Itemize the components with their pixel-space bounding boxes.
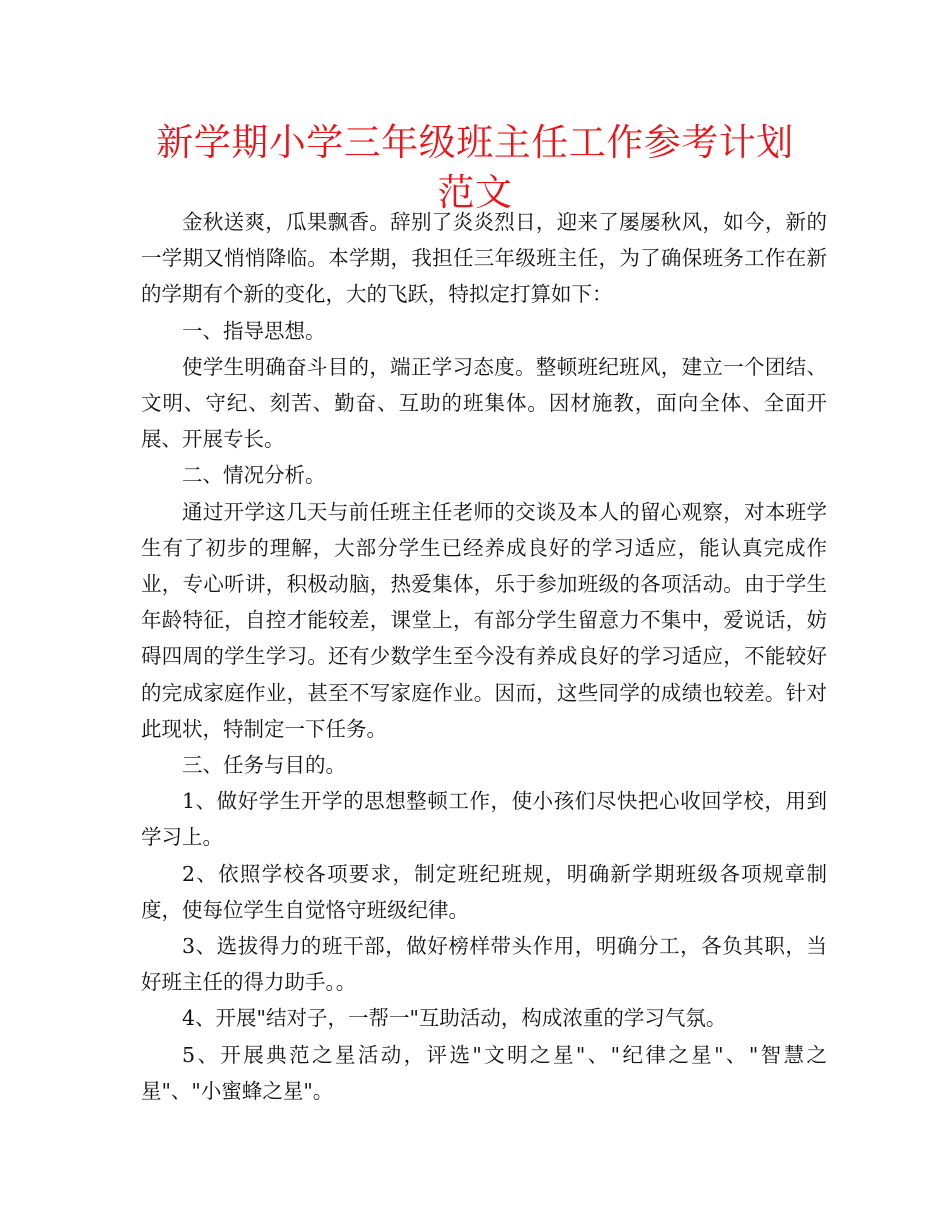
paragraph-intro: 金秋送爽，瓜果飘香。辞别了炎炎烈日，迎来了屡屡秋风，如今，新的一学期又悄悄降临。本学期，我担任三年级班主任，为了确保班务工作在新的学期有个新的变化，大的飞跃，特拟定打算如下： (141, 210, 827, 307)
list-item-task-4: 4、开展"结对子，一帮一"互助活动，构成浓重的学习气氛。 (182, 1006, 727, 1031)
section-heading-guiding-thought: 一、指导思想。 (182, 318, 326, 343)
paragraph-situation-analysis: 通过开学这几天与前任班主任老师的交谈及本人的留心观察，对本班学生有了初步的理解，大部分学生已经养成良好的学习适应，能认真完成作业，专心听讲，积极动脑，热爱集体，乐于参加班级的各项活动。由于学生年龄特征，自控才能较差，课堂上，有部分学生留意力不集中，爱说话，妨碍四周的学生学习。还有少数学生至今没有养成良好的学习适应，不能较好的完成家庭作业，甚至不写家庭作业。因而，这些同学的成绩也较差。针对此现状，特制定一下任务。 (141, 499, 827, 741)
section-heading-situation-analysis: 二、情况分析。 (182, 463, 326, 488)
section-heading-tasks-goals: 三、任务与目的。 (182, 753, 346, 778)
document-body (141, 204, 827, 1109)
paragraph-guiding-thought: 使学生明确奋斗目的，端正学习态度。整顿班纪班风，建立一个团结、文明、守纪、刻苦、勤奋、互助的班集体。因材施教，面向全体、全面开展、开展专长。 (141, 354, 827, 452)
list-item-task-5: 5、开展典范之星活动，评选"文明之星"、"纪律之星"、"智慧之星"、"小蜜蜂之星"。 (141, 1042, 827, 1103)
list-item-task-1: 1、做好学生开学的思想整顿工作，使小孩们尽快把心收回学校，用到学习上。 (141, 789, 827, 850)
document-title: 新学期小学三年级班主任工作参考计划范文 (156, 121, 794, 214)
list-item-task-2: 2、依照学校各项要求，制定班纪班规，明确新学期班级各项规章制度，使每位学生自觉恪守班级纪律。 (141, 861, 827, 922)
list-item-task-3: 3、选拔得力的班干部，做好榜样带头作用，明确分工，各负其职，当好班主任的得力助手。。 (141, 934, 827, 995)
